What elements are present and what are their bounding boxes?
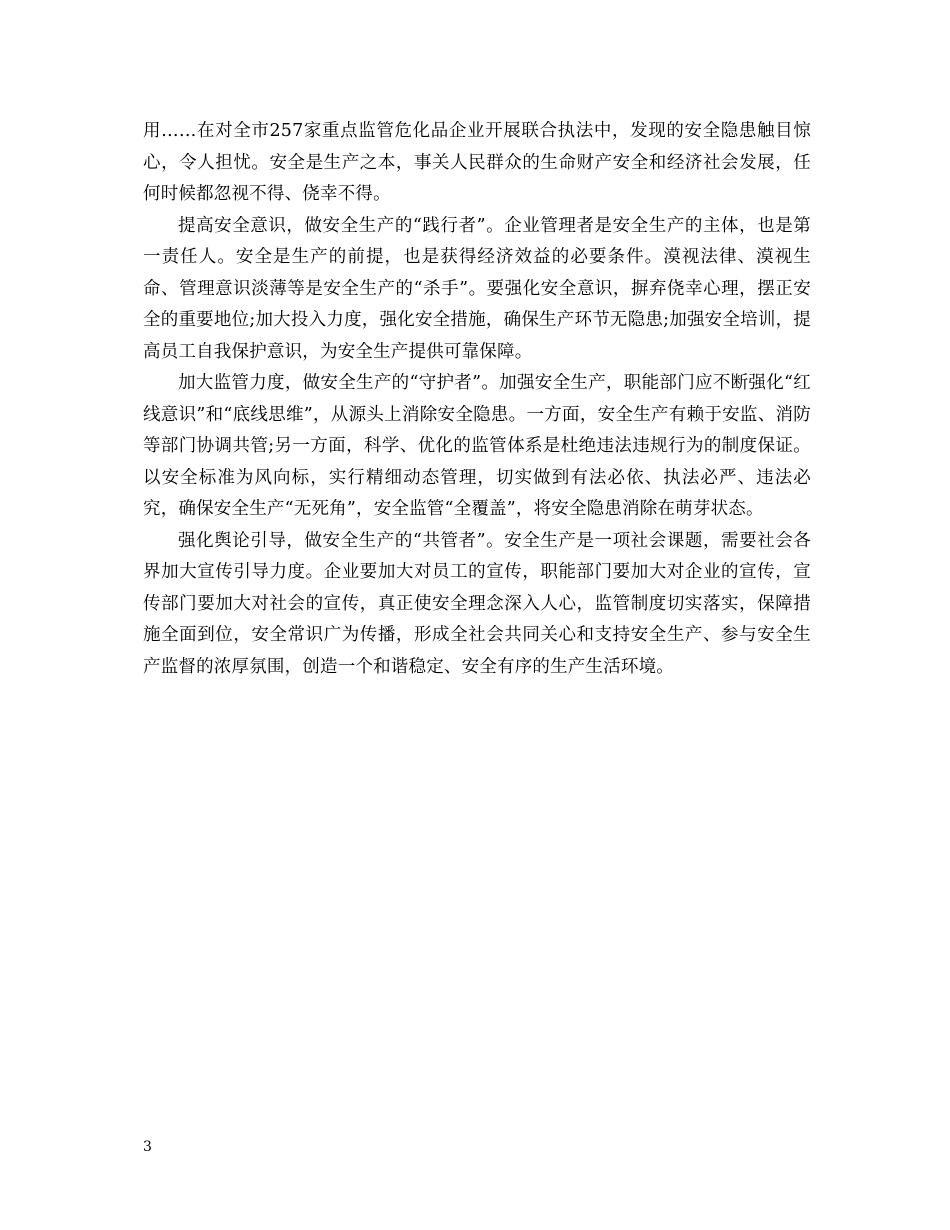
paragraph-3: 加大监管力度，做安全生产的“守护者”。加强安全生产，职能部门应不断强化“红线意识”和“底线思维”，从源头上消除安全隐患。一方面，安全生产有赖于安监、消防等部门协调共管;另一方面，科学、优化的监管体系是杜绝违法违规行为的制度保证。以安全标准为风向标，实行精细动态管理，切实做到有法必依、执法必严、违法必究，确保安全生产“无死角”，安全监管“全覆盖”，将安全隐患消除在萌芽状态。	[143, 373, 811, 519]
paragraph-4: 强化舆论引导，做安全生产的“共管者”。安全生产是一项社会课题，需要社会各界加大宣传引导力度。企业要加大对员工的宣传，职能部门要加大对企业的宣传，宣传部门要加大对社会的宣传，真正使安全理念深入人心，监管制度切实落实，保障措施全面到位，安全常识广为传播，形成全社会共同关心和支持安全生产、参与安全生产监督的浓厚氛围，创造一个和谐稳定、安全有序的生产生活环境。	[143, 530, 811, 677]
paragraph-1: 用……在对全市257家重点监管危化品企业开展联合执法中，发现的安全隐患触目惊心，令人担忧。安全是生产之本，事关人民群众的生命财产安全和经济社会发展，任何时候都忽视不得、侥幸不得。	[143, 121, 811, 204]
page-number: 3	[143, 1139, 152, 1155]
document-body	[143, 116, 811, 683]
paragraph-2: 提高安全意识，做安全生产的“践行者”。企业管理者是安全生产的主体，也是第一责任人。安全是生产的前提，也是获得经济效益的必要条件。漠视法律、漠视生命、管理意识淡薄等是安全生产的“杀手”。要强化安全意识，摒弃侥幸心理，摆正安全的重要地位;加大投入力度，强化安全措施，确保生产环节无隐患;加强安全培训，提高员工自我保护意识，为安全生产提供可靠保障。	[143, 215, 811, 362]
